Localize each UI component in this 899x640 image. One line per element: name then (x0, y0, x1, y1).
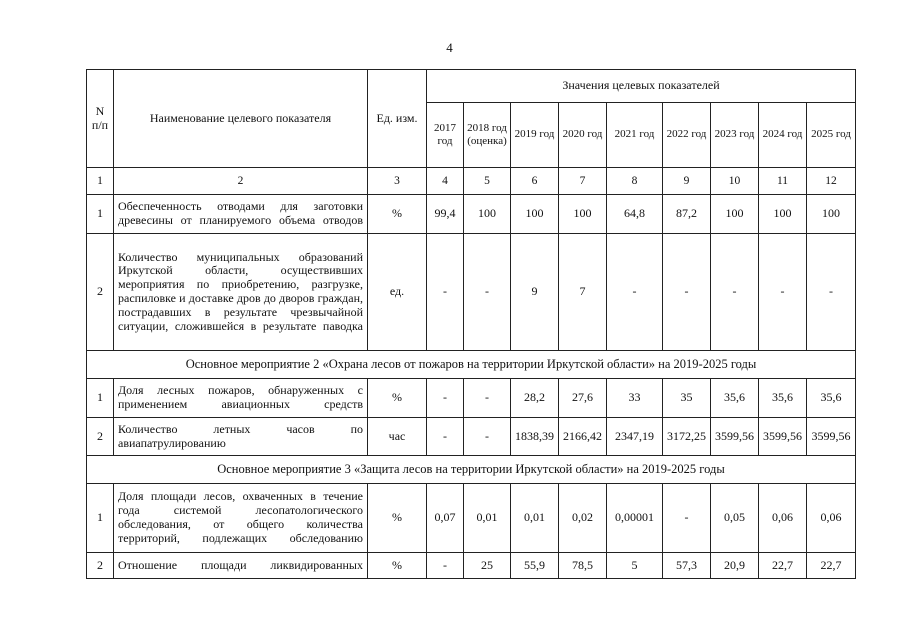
indicator-name: Доля площади лесов, охваченных в течение года системой лесопатологического обследования, от общего количества территорий, подлежащих обследованию (114, 484, 368, 553)
value-cell: 87,2 (663, 195, 711, 234)
row-number: 2 (87, 553, 114, 579)
value-cell: 35,6 (759, 379, 807, 418)
row-number: 1 (87, 195, 114, 234)
row-number: 1 (87, 379, 114, 418)
value-cell: 35 (663, 379, 711, 418)
value-cell: 35,6 (711, 379, 759, 418)
value-cell: 64,8 (607, 195, 663, 234)
value-cell: - (759, 234, 807, 351)
value-cell: 100 (464, 195, 511, 234)
value-cell: 0,06 (759, 484, 807, 553)
indicator-unit: % (368, 379, 427, 418)
value-cell: 2347,19 (607, 418, 663, 456)
indicator-unit: ед. (368, 234, 427, 351)
value-cell: - (427, 553, 464, 579)
value-cell: 100 (759, 195, 807, 234)
value-cell: 100 (559, 195, 607, 234)
value-cell: 22,7 (759, 553, 807, 579)
value-cell: 100 (511, 195, 559, 234)
value-cell: - (663, 484, 711, 553)
column-number-cell: 7 (559, 168, 607, 195)
value-cell: - (663, 234, 711, 351)
value-cell: 3172,25 (663, 418, 711, 456)
value-cell: 0,05 (711, 484, 759, 553)
page-number: 4 (446, 40, 453, 55)
value-cell: 7 (559, 234, 607, 351)
header-name: Наименование целевого показателя (114, 70, 368, 168)
value-cell: 3599,56 (759, 418, 807, 456)
column-number-cell: 8 (607, 168, 663, 195)
value-cell: 5 (607, 553, 663, 579)
section-row (87, 351, 856, 379)
value-cell: 0,02 (559, 484, 607, 553)
value-cell: 20,9 (711, 553, 759, 579)
indicator-name: Количество летных часов по авиапатрулированию (114, 418, 368, 456)
column-number-cell: 1 (87, 168, 114, 195)
value-cell: 99,4 (427, 195, 464, 234)
table-row (87, 379, 856, 418)
table-row (87, 553, 856, 579)
table-row (87, 418, 856, 456)
column-number-cell: 9 (663, 168, 711, 195)
column-number-cell: 11 (759, 168, 807, 195)
header-year: 2025 год (807, 103, 856, 168)
indicator-name: Отношение площади ликвидированных (114, 553, 368, 579)
value-cell: 100 (711, 195, 759, 234)
value-cell: 25 (464, 553, 511, 579)
column-numbers-row (87, 168, 856, 195)
value-cell: - (427, 379, 464, 418)
value-cell: - (607, 234, 663, 351)
value-cell: 3599,56 (807, 418, 856, 456)
section-title: Основное мероприятие 3 «Защита лесов на территории Иркутской области» на 2019-2025 годы (87, 456, 856, 484)
target-indicators-table (86, 69, 856, 579)
value-cell: 0,06 (807, 484, 856, 553)
value-cell: 3599,56 (711, 418, 759, 456)
table-body (87, 195, 856, 579)
value-cell: - (464, 418, 511, 456)
row-number: 2 (87, 234, 114, 351)
value-cell: 100 (807, 195, 856, 234)
header-num: N п/п (87, 70, 114, 168)
value-cell: 1838,39 (511, 418, 559, 456)
indicator-name: Количество муниципальных образований Иркутской области, осуществивших мероприятия по приобретению, разгрузке, распиловке и доставке дров до дворов граждан, пострадавших в результате чрезвычайной ситуации, сложившейся в результате паводка (114, 234, 368, 351)
value-cell: 55,9 (511, 553, 559, 579)
value-cell: 27,6 (559, 379, 607, 418)
header-year: 2021 год (607, 103, 663, 168)
value-cell: 22,7 (807, 553, 856, 579)
header-year: 2017 год (427, 103, 464, 168)
value-cell: 9 (511, 234, 559, 351)
header-values-group: Значения целевых показателей (427, 70, 856, 103)
value-cell: - (427, 234, 464, 351)
indicator-unit: % (368, 484, 427, 553)
header-row-top (87, 70, 856, 103)
value-cell: 28,2 (511, 379, 559, 418)
column-number-cell: 3 (368, 168, 427, 195)
indicator-unit: час (368, 418, 427, 456)
value-cell: - (427, 418, 464, 456)
column-number-cell: 2 (114, 168, 368, 195)
header-year: 2024 год (759, 103, 807, 168)
indicator-name: Доля лесных пожаров, обнаруженных с применением авиационных средств (114, 379, 368, 418)
value-cell: 0,01 (511, 484, 559, 553)
value-cell: - (807, 234, 856, 351)
column-number-cell: 6 (511, 168, 559, 195)
value-cell: 78,5 (559, 553, 607, 579)
column-number-cell: 4 (427, 168, 464, 195)
table-row (87, 484, 856, 553)
value-cell: 35,6 (807, 379, 856, 418)
value-cell: - (464, 379, 511, 418)
value-cell: 0,07 (427, 484, 464, 553)
header-year: 2020 год (559, 103, 607, 168)
table-row (87, 195, 856, 234)
value-cell: - (464, 234, 511, 351)
header-year: 2019 год (511, 103, 559, 168)
value-cell: 0,00001 (607, 484, 663, 553)
header-year: 2018 год (оценка) (464, 103, 511, 168)
header-unit: Ед. изм. (368, 70, 427, 168)
header-year: 2023 год (711, 103, 759, 168)
indicator-unit: % (368, 553, 427, 579)
column-number-cell: 12 (807, 168, 856, 195)
row-number: 1 (87, 484, 114, 553)
header-year: 2022 год (663, 103, 711, 168)
column-number-cell: 10 (711, 168, 759, 195)
value-cell: 33 (607, 379, 663, 418)
value-cell: 2166,42 (559, 418, 607, 456)
column-number-cell: 5 (464, 168, 511, 195)
value-cell: 57,3 (663, 553, 711, 579)
indicator-name: Обеспеченность отводами для заготовки древесины от планируемого объема отводов (114, 195, 368, 234)
indicator-unit: % (368, 195, 427, 234)
section-title: Основное мероприятие 2 «Охрана лесов от пожаров на территории Иркутской области» на 2019-2025 годы (87, 351, 856, 379)
table-row (87, 234, 856, 351)
section-row (87, 456, 856, 484)
value-cell: - (711, 234, 759, 351)
row-number: 2 (87, 418, 114, 456)
value-cell: 0,01 (464, 484, 511, 553)
